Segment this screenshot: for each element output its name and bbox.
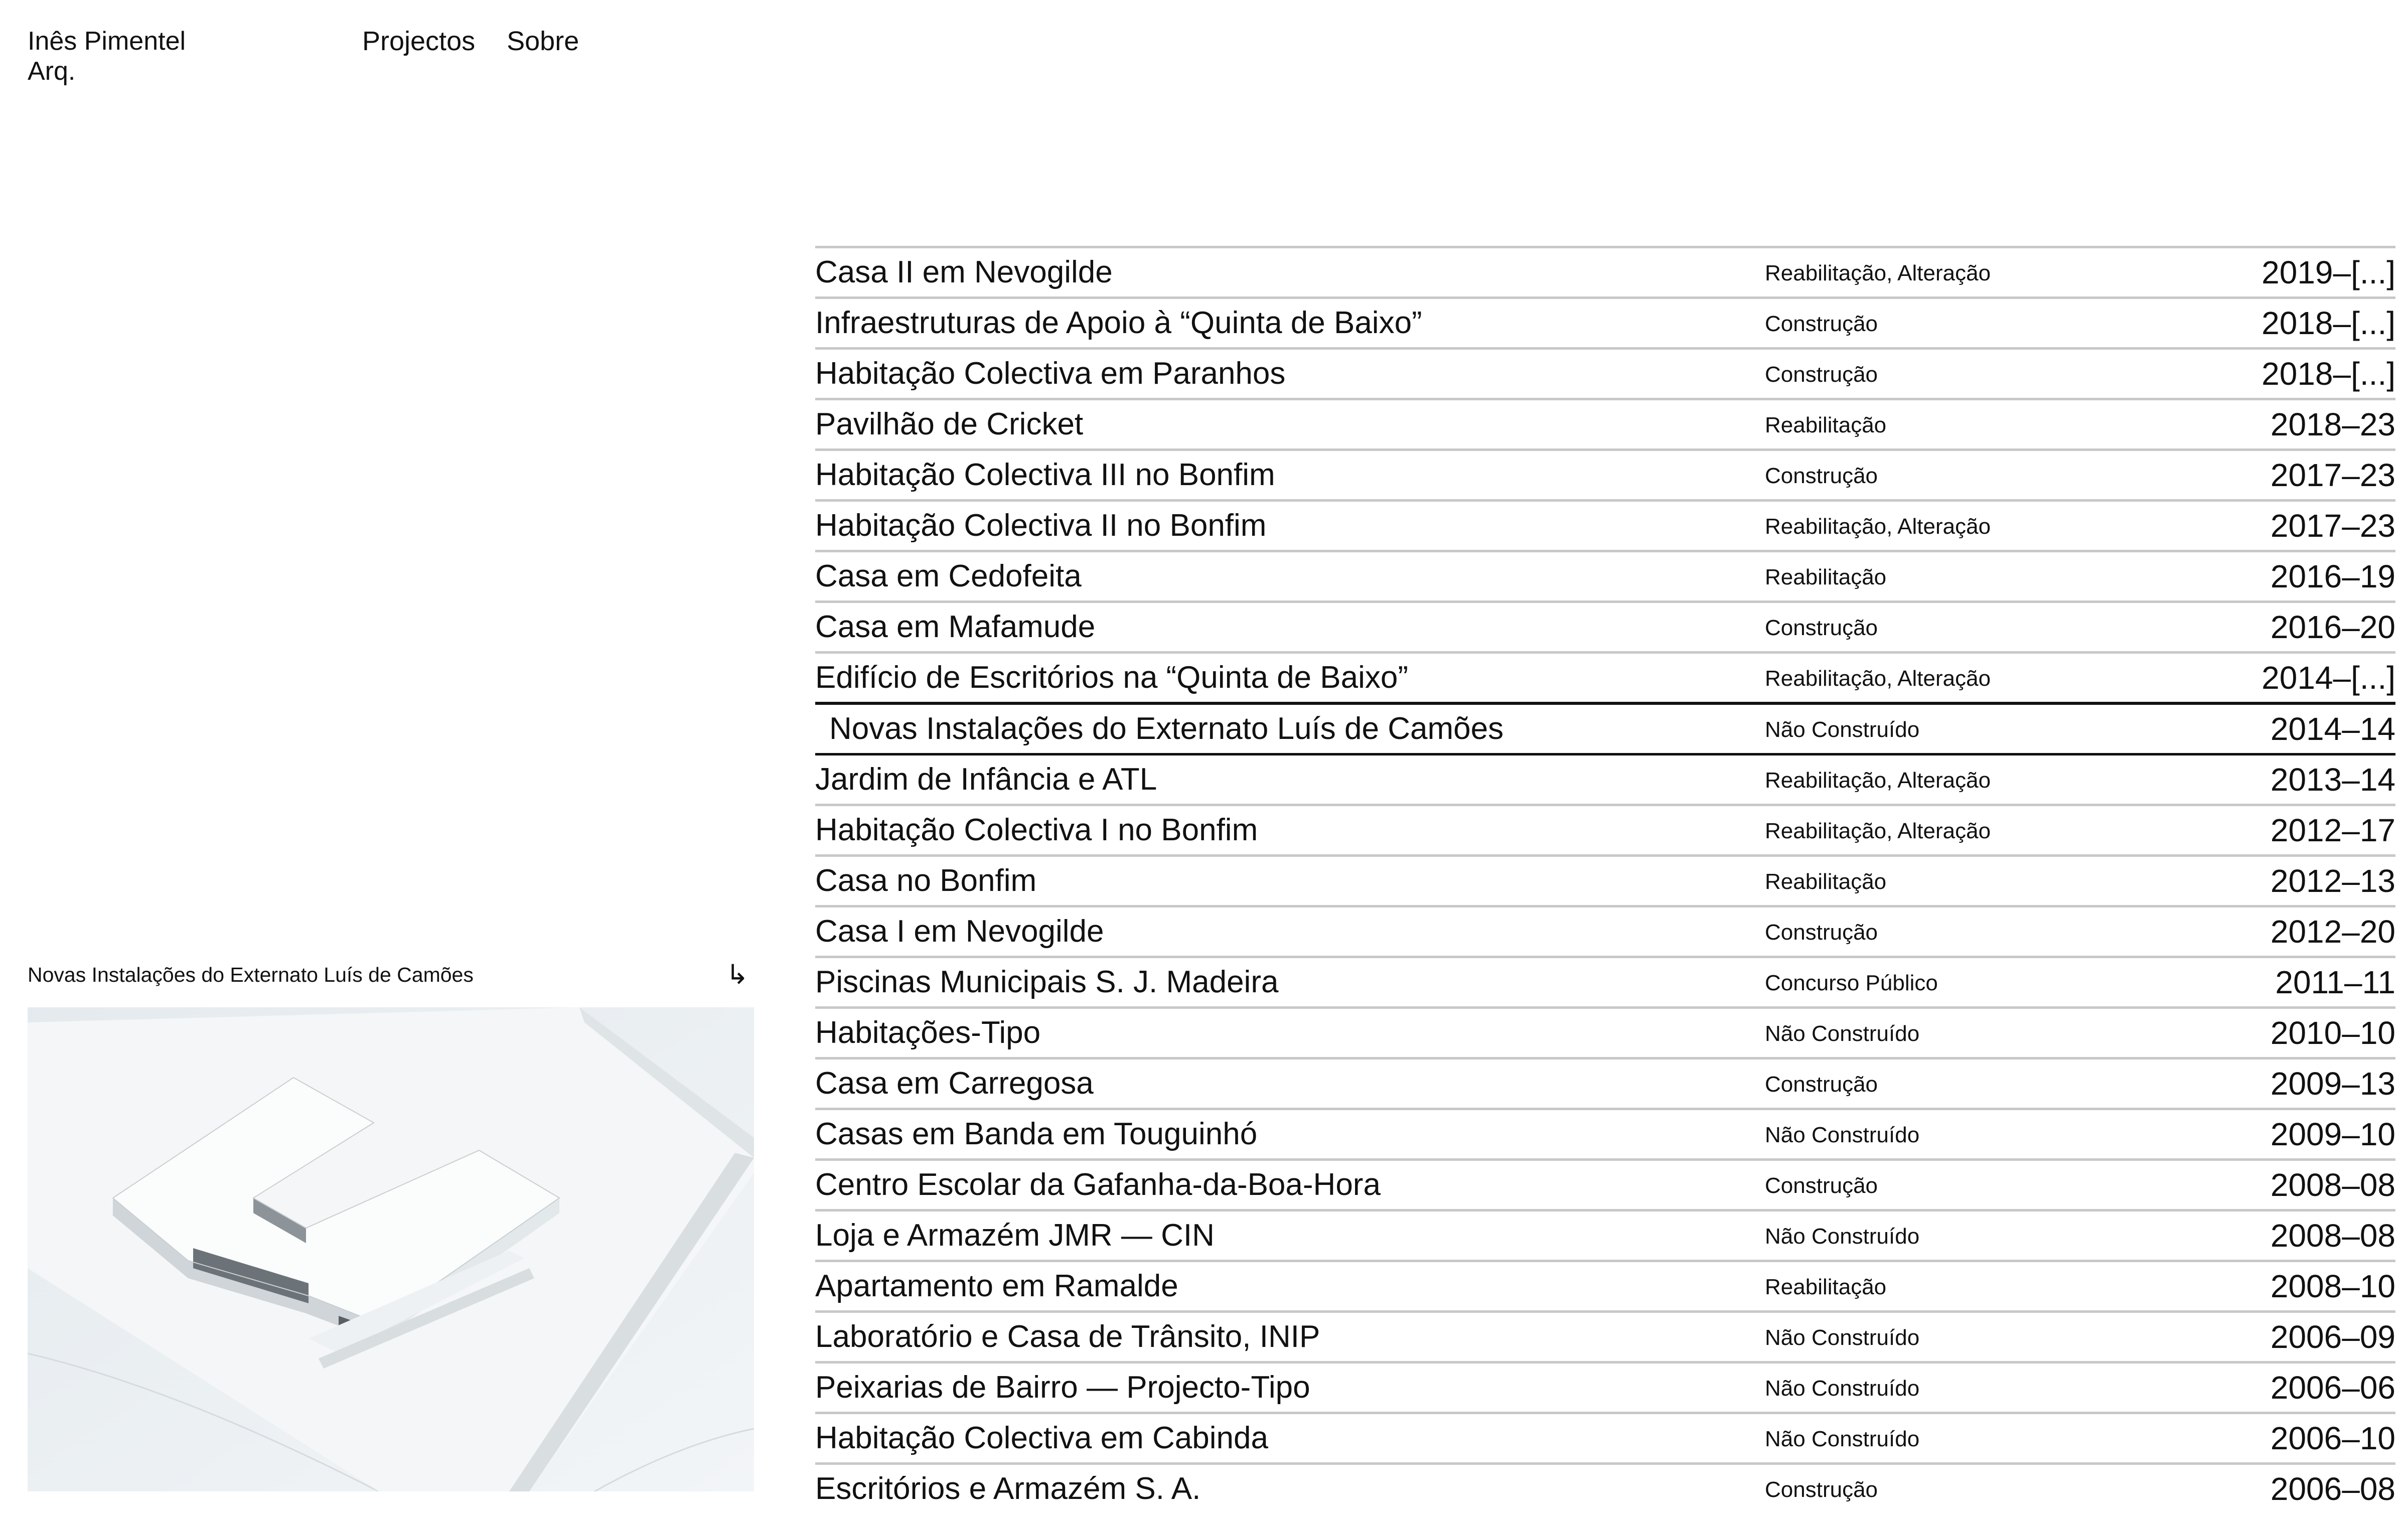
project-name[interactable]: Habitações-Tipo — [815, 1015, 1041, 1050]
project-list — [815, 246, 2395, 1513]
project-years: 2006–10 — [2270, 1420, 2395, 1456]
architectural-model-image — [28, 1007, 754, 1491]
project-name[interactable]: Habitação Colectiva II no Bonfim — [815, 508, 1267, 543]
project-category: Não Construído — [1765, 1427, 1920, 1451]
project-category: Reabilitação, Alteração — [1765, 666, 1991, 691]
project-years: 2018–[...] — [2262, 305, 2395, 341]
project-category: Construção — [1765, 312, 1878, 336]
nav-projectos[interactable]: Projectos — [362, 26, 476, 56]
project-name[interactable]: Novas Instalações do Externato Luís de Camões — [829, 711, 1504, 746]
project-category: Reabilitação, Alteração — [1765, 768, 1991, 793]
project-category: Não Construído — [1765, 1123, 1920, 1147]
project-category: Reabilitação — [1765, 1275, 1887, 1299]
project-years: 2018–[...] — [2262, 356, 2395, 392]
project-category: Construção — [1765, 1477, 1878, 1502]
project-years: 2017–23 — [2270, 457, 2395, 493]
project-name[interactable]: Habitação Colectiva em Paranhos — [815, 356, 1286, 391]
project-row[interactable] — [815, 905, 2395, 956]
project-years: 2006–06 — [2270, 1370, 2395, 1406]
project-category: Construção — [1765, 1173, 1878, 1198]
project-years: 2009–13 — [2270, 1066, 2395, 1102]
project-name[interactable]: Peixarias de Bairro — Projecto-Tipo — [815, 1370, 1310, 1405]
project-name[interactable]: Casa I em Nevogilde — [815, 914, 1104, 949]
project-row[interactable] — [815, 550, 2395, 600]
project-row[interactable] — [815, 1361, 2395, 1412]
brand-suffix: Arq. — [28, 57, 76, 86]
project-name[interactable]: Escritórios e Armazém S. A. — [815, 1471, 1201, 1506]
project-category: Construção — [1765, 920, 1878, 945]
project-category: Reabilitação, Alteração — [1765, 819, 1991, 843]
project-name[interactable]: Casa em Cedofeita — [815, 559, 1082, 593]
project-name[interactable]: Apartamento em Ramalde — [815, 1269, 1178, 1303]
project-row[interactable] — [815, 246, 2395, 296]
project-years: 2017–23 — [2270, 508, 2395, 544]
project-years: 2006–09 — [2270, 1319, 2395, 1355]
preview-image[interactable] — [28, 1007, 754, 1491]
project-name[interactable]: Casa no Bonfim — [815, 863, 1037, 898]
project-name[interactable]: Habitação Colectiva III no Bonfim — [815, 458, 1275, 492]
project-row[interactable] — [815, 1006, 2395, 1057]
project-years: 2010–10 — [2270, 1015, 2395, 1051]
project-years: 2011–11 — [2275, 964, 2395, 1000]
project-row[interactable] — [815, 753, 2395, 804]
project-category: Não Construído — [1765, 1376, 1920, 1401]
project-years: 2012–13 — [2270, 863, 2395, 899]
project-name[interactable]: Casa em Carregosa — [815, 1066, 1094, 1101]
brand-name: Inês Pimentel — [28, 27, 186, 56]
project-category: Reabilitação — [1765, 413, 1887, 437]
project-row[interactable] — [815, 1158, 2395, 1209]
project-row[interactable] — [815, 1310, 2395, 1361]
project-row[interactable] — [815, 600, 2395, 651]
project-category: Construção — [1765, 616, 1878, 640]
project-category: Reabilitação — [1765, 565, 1887, 589]
project-row[interactable] — [815, 499, 2395, 550]
project-category: Reabilitação, Alteração — [1765, 261, 1991, 285]
project-category: Concurso Público — [1765, 971, 1938, 995]
project-category: Construção — [1765, 464, 1878, 488]
project-years: 2014–[...] — [2262, 660, 2395, 696]
project-years: 2008–08 — [2270, 1167, 2395, 1203]
project-category: Reabilitação, Alteração — [1765, 514, 1991, 539]
project-name[interactable]: Habitação Colectiva I no Bonfim — [815, 813, 1258, 847]
project-years: 2018–23 — [2270, 406, 2395, 442]
project-name[interactable]: Casas em Banda em Touguinhó — [815, 1117, 1258, 1151]
project-category: Não Construído — [1765, 1325, 1920, 1350]
project-category: Construção — [1765, 1072, 1878, 1097]
project-category: Reabilitação — [1765, 869, 1887, 894]
project-row[interactable] — [815, 956, 2395, 1006]
project-row[interactable] — [815, 1057, 2395, 1108]
project-name[interactable]: Pavilhão de Cricket — [815, 407, 1084, 441]
project-row[interactable] — [815, 1462, 2395, 1513]
main-nav — [362, 26, 603, 56]
project-row[interactable] — [815, 651, 2395, 702]
project-name[interactable]: Laboratório e Casa de Trânsito, INIP — [815, 1319, 1320, 1354]
project-name[interactable]: Loja e Armazém JMR — CIN — [815, 1218, 1215, 1253]
project-name[interactable]: Casa II em Nevogilde — [815, 255, 1113, 289]
nav-sobre[interactable]: Sobre — [507, 26, 579, 56]
project-row[interactable] — [815, 1108, 2395, 1158]
project-row[interactable] — [815, 1412, 2395, 1462]
project-years: 2013–14 — [2270, 762, 2395, 798]
project-name[interactable]: Jardim de Infância e ATL — [815, 762, 1157, 797]
project-row[interactable] — [815, 854, 2395, 905]
project-years: 2014–14 — [2270, 711, 2395, 747]
project-years: 2016–19 — [2270, 558, 2395, 594]
project-category: Construção — [1765, 362, 1878, 387]
project-row[interactable] — [815, 1209, 2395, 1260]
project-years: 2009–10 — [2270, 1116, 2395, 1152]
project-row[interactable] — [815, 1260, 2395, 1310]
project-name[interactable]: Casa em Mafamude — [815, 610, 1096, 644]
project-row[interactable] — [815, 347, 2395, 398]
project-years: 2006–08 — [2270, 1471, 2395, 1507]
project-category: Não Construído — [1765, 1224, 1920, 1249]
project-name[interactable]: Edifício de Escritórios na “Quinta de Baixo” — [815, 660, 1408, 695]
project-name[interactable]: Piscinas Municipais S. J. Madeira — [815, 965, 1279, 999]
project-years: 2012–17 — [2270, 812, 2395, 848]
project-row[interactable] — [815, 398, 2395, 448]
brand-logo[interactable] — [28, 26, 186, 86]
project-row[interactable] — [815, 448, 2395, 499]
project-category: Não Construído — [1765, 717, 1920, 742]
project-name[interactable]: Infraestruturas de Apoio à “Quinta de Baixo” — [815, 306, 1422, 340]
project-category: Não Construído — [1765, 1021, 1920, 1046]
project-name[interactable]: Centro Escolar da Gafanha-da-Boa-Hora — [815, 1167, 1381, 1202]
project-years: 2008–10 — [2270, 1268, 2395, 1304]
project-years: 2008–08 — [2270, 1218, 2395, 1254]
project-row[interactable] — [815, 296, 2395, 347]
preview-caption: Novas Instalações do Externato Luís de Camões — [28, 963, 474, 986]
project-row[interactable] — [815, 702, 2395, 753]
project-years: 2012–20 — [2270, 914, 2395, 950]
project-row[interactable] — [815, 804, 2395, 854]
arrow-down-right-icon[interactable]: ↳ — [726, 960, 749, 990]
project-years: 2016–20 — [2270, 609, 2395, 645]
project-name[interactable]: Habitação Colectiva em Cabinda — [815, 1421, 1268, 1455]
project-years: 2019–[...] — [2262, 254, 2395, 290]
